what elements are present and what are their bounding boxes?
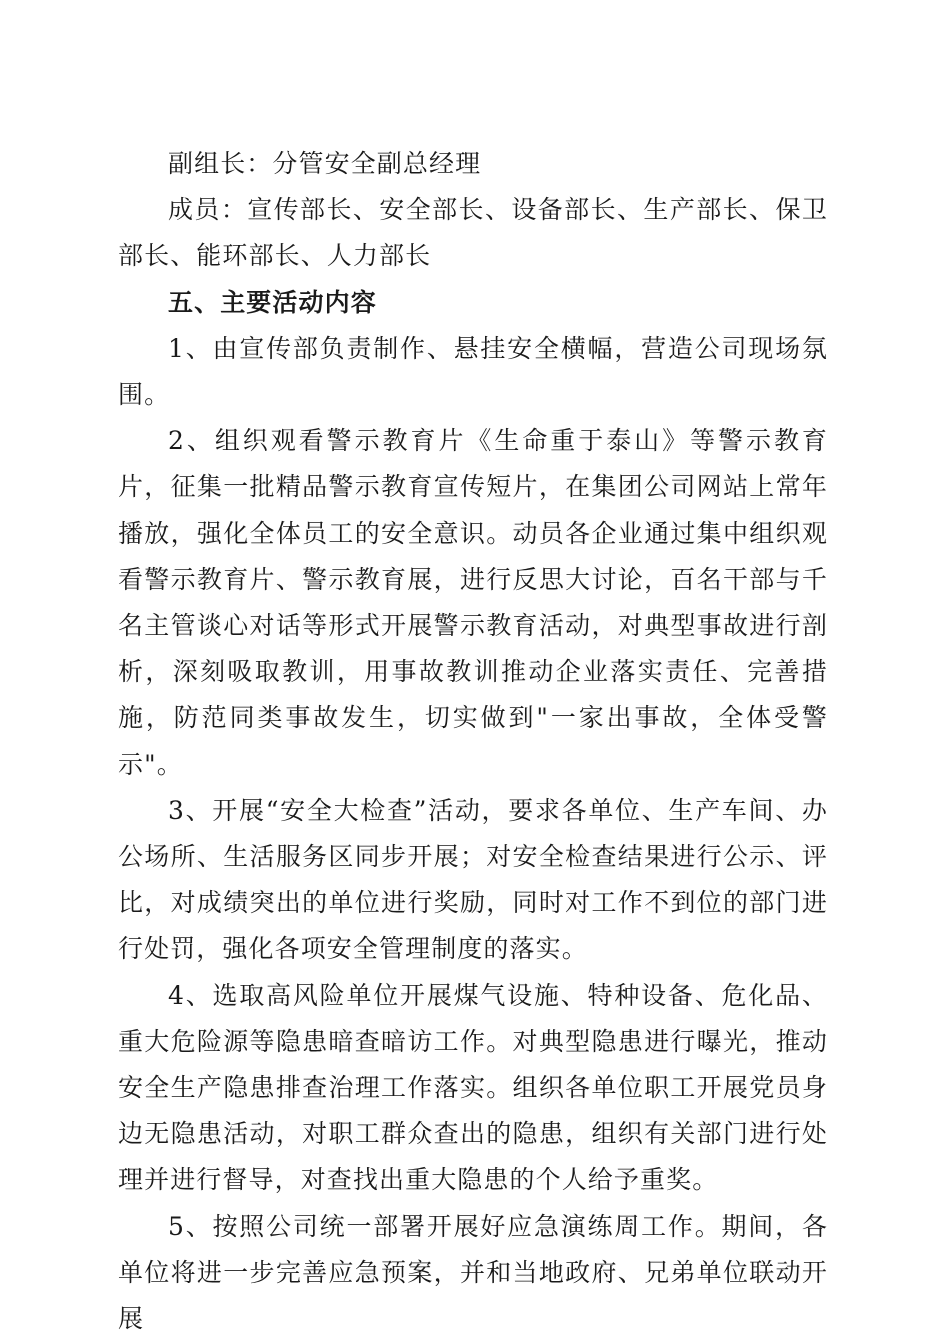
vice-leader-line: 副组长：分管安全副总经理 bbox=[168, 149, 482, 178]
activity-item-4: 4、选取高风险单位开展煤气设施、特种设备、危化品、重大危险源等隐患暗查暗访工作。对典型隐患进行曝光，推动安全生产隐患排查治理工作落实。组织各单位职工开展党员身边无隐患活动，对职工群众查出的隐患，组织有关部门进行处理并进行督导，对查找出重大隐患的个人给予重奖。 bbox=[118, 980, 828, 1195]
activity-item-2: 2、组织观看警示教育片《生命重于泰山》等警示教育片，征集一批精品警示教育宣传短片，在集团公司网站上常年播放，强化全体员工的安全意识。动员各企业通过集中组织观看警示教育片、警示教育展，进行反思大讨论，百名干部与千名主管谈心对话等形式开展警示教育活动，对典型事故进行剖析，深刻吸取教训，用事故教训推动企业落实责任、完善措施，防范同类事故发生，切实做到"一家出事故，全体受警示"。 bbox=[118, 426, 828, 779]
activity-item-5: 5、按照公司统一部署开展好应急演练周工作。期间，各单位将进一步完善应急预案，并和当地政府、兄弟单位联动开展 bbox=[118, 1211, 828, 1334]
section-heading: 五、主要活动内容 bbox=[168, 287, 377, 317]
document-body bbox=[118, 141, 828, 1342]
members-line: 成员：宣传部长、安全部长、设备部长、生产部长、保卫部长、能环部长、人力部长 bbox=[118, 195, 828, 271]
activity-item-3: 3、开展“安全大检查”活动，要求各单位、生产车间、办公场所、生活服务区同步开展；对安全检查结果进行公示、评比，对成绩突出的单位进行奖励，同时对工作不到位的部门进行处罚，强化各项安全管理制度的落实。 bbox=[118, 795, 828, 964]
activity-item-1: 1、由宣传部负责制作、悬挂安全横幅，营造公司现场氛围。 bbox=[118, 333, 828, 410]
